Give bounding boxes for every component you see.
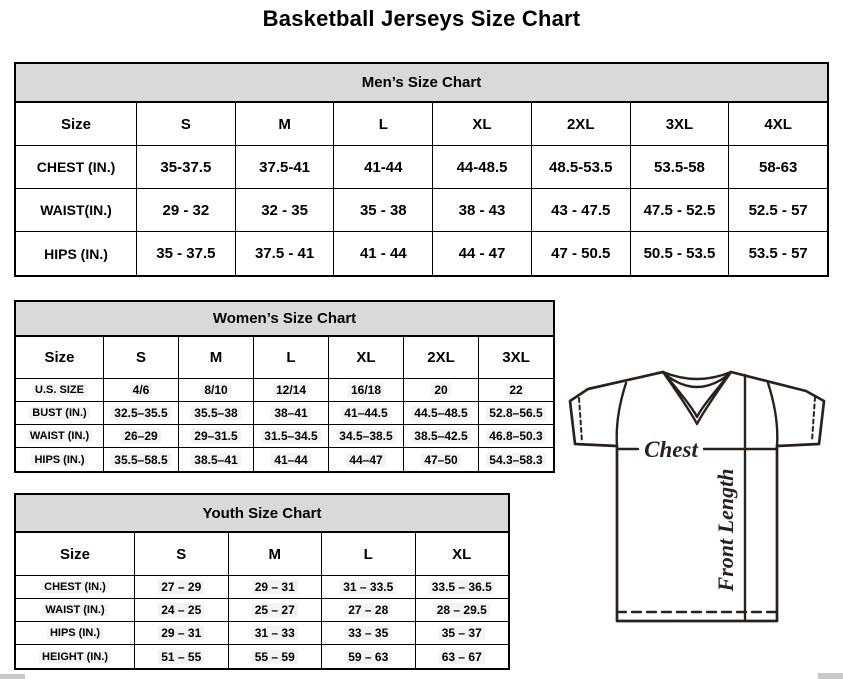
cell-text: 47 - 50.5 xyxy=(551,245,611,262)
cell-text: 52.8–56.5 xyxy=(486,406,545,420)
value-cell xyxy=(179,425,254,448)
cell-text: 37.5-41 xyxy=(259,158,311,176)
cell-text: 52.5 - 57 xyxy=(748,201,808,219)
cell-text: 35-37.5 xyxy=(160,158,212,176)
cell-text: S xyxy=(176,545,187,563)
cell-text: 33 – 35 xyxy=(345,626,391,640)
column-header-cell xyxy=(479,337,553,379)
table-row xyxy=(16,645,508,668)
value-cell xyxy=(254,425,329,448)
cell-text: WAIST (IN.) xyxy=(42,604,107,616)
column-header-cell xyxy=(104,337,179,379)
cell-text: 29 – 31 xyxy=(252,580,298,594)
size-header-row xyxy=(16,533,508,576)
value-cell xyxy=(322,645,416,668)
cell-text: 4XL xyxy=(764,115,792,133)
cell-text: 54.3–58.3 xyxy=(486,453,545,467)
cell-text: 2XL xyxy=(427,349,455,366)
cell-text: 16/18 xyxy=(348,383,384,397)
value-cell xyxy=(416,576,509,599)
column-header-cell xyxy=(137,103,236,146)
jersey-cuff-stitch-lines xyxy=(579,397,815,442)
table-row xyxy=(16,232,827,275)
value-cell xyxy=(631,146,730,189)
value-cell xyxy=(334,146,433,189)
column-header-cell xyxy=(729,103,827,146)
jersey-measurement-diagram xyxy=(558,362,843,625)
page-title: Basketball Jerseys Size Chart xyxy=(262,6,581,31)
value-cell xyxy=(137,146,236,189)
jersey-outline xyxy=(570,372,824,621)
womens-size-chart-grid xyxy=(16,337,553,471)
value-cell xyxy=(236,232,335,275)
cell-text: 43 - 47.5 xyxy=(551,201,611,219)
cropped-fragment-bottom-left xyxy=(0,674,25,679)
cell-text: M xyxy=(278,115,291,133)
value-cell xyxy=(329,448,404,471)
cell-text: L xyxy=(286,349,296,366)
cell-text: 31 – 33.5 xyxy=(340,580,396,594)
cell-text: 20 xyxy=(431,383,450,397)
cell-text: 12/14 xyxy=(273,383,309,397)
value-cell xyxy=(532,189,631,232)
value-cell xyxy=(729,189,827,232)
column-header-cell xyxy=(229,533,323,576)
table-row xyxy=(16,622,508,645)
value-cell xyxy=(104,402,179,425)
cell-text: 38–41 xyxy=(271,406,310,420)
value-cell xyxy=(322,599,416,622)
value-cell xyxy=(334,232,433,275)
value-cell xyxy=(254,379,329,402)
cell-text: 35.5–58.5 xyxy=(111,453,170,467)
row-label-cell xyxy=(16,576,135,599)
row-label-cell xyxy=(16,645,135,668)
cell-text: HIPS (IN.) xyxy=(47,627,103,639)
cell-text: 53.5-58 xyxy=(654,158,705,176)
cell-text: 3XL xyxy=(665,115,694,133)
value-cell xyxy=(135,645,229,668)
value-cell xyxy=(479,379,553,402)
table-row xyxy=(16,576,508,599)
cell-text: U.S. SIZE xyxy=(32,384,87,396)
cell-text: 34.5–38.5 xyxy=(336,429,395,443)
cell-text: 35.5–38 xyxy=(191,406,240,420)
chest-label: Chest xyxy=(644,437,698,462)
cell-text: 32 - 35 xyxy=(261,201,308,219)
cell-text: 41-44 xyxy=(364,158,403,176)
value-cell xyxy=(404,425,479,448)
value-cell xyxy=(104,425,179,448)
cell-text: 55 – 59 xyxy=(252,650,298,664)
cell-text: 2XL xyxy=(566,115,595,133)
cell-text: 41–44 xyxy=(271,453,310,467)
value-cell xyxy=(236,189,335,232)
table-row xyxy=(16,448,553,471)
value-cell xyxy=(404,402,479,425)
column-header-cell xyxy=(433,103,532,146)
value-cell xyxy=(416,599,509,622)
cell-text: 47.5 - 52.5 xyxy=(643,201,716,219)
column-header-cell xyxy=(322,533,416,576)
cell-text: 35 - 37.5 xyxy=(156,245,216,262)
cell-text: 31.5–34.5 xyxy=(261,429,320,443)
cell-text: 44–47 xyxy=(346,453,385,467)
cell-text: 35 – 37 xyxy=(439,626,485,640)
cell-text: M xyxy=(268,545,281,563)
row-label-cell xyxy=(16,146,137,189)
cell-text: XL xyxy=(452,545,472,563)
cell-text: L xyxy=(378,115,388,133)
size-column-header-cell xyxy=(16,533,135,576)
jersey-collar xyxy=(663,372,731,424)
cell-text: WAIST (IN.) xyxy=(27,430,92,442)
cell-text: 22 xyxy=(506,383,525,397)
value-cell xyxy=(631,232,730,275)
column-header-cell xyxy=(254,337,329,379)
cell-text: 27 – 28 xyxy=(345,603,391,617)
column-header-cell xyxy=(631,103,730,146)
value-cell xyxy=(329,402,404,425)
cell-text: HEIGHT (IN.) xyxy=(39,651,111,663)
cell-text: HIPS (IN.) xyxy=(44,245,108,262)
cell-text: 46.8–50.3 xyxy=(486,429,545,443)
row-label-cell xyxy=(16,189,137,232)
cell-text: 53.5 - 57 xyxy=(748,245,808,262)
value-cell xyxy=(433,146,532,189)
cell-text: 48.5-53.5 xyxy=(549,158,613,176)
cell-text: 50.5 - 53.5 xyxy=(643,245,716,262)
value-cell xyxy=(322,622,416,645)
value-cell xyxy=(479,448,553,471)
cell-text: WAIST(IN.) xyxy=(40,202,112,218)
cell-text: 24 – 25 xyxy=(158,603,204,617)
cell-text: CHEST (IN.) xyxy=(41,581,109,593)
cell-text: 41–44.5 xyxy=(341,406,390,420)
size-header-row xyxy=(16,337,553,379)
value-cell xyxy=(416,622,509,645)
cell-text: 33.5 – 36.5 xyxy=(429,580,495,594)
value-cell xyxy=(433,232,532,275)
cell-text: S xyxy=(135,349,146,366)
cell-text: 44.5–48.5 xyxy=(411,406,470,420)
cell-text: BUST (IN.) xyxy=(29,407,89,419)
value-cell xyxy=(137,232,236,275)
value-cell xyxy=(329,425,404,448)
cell-text: 41 - 44 xyxy=(359,245,407,262)
value-cell xyxy=(254,448,329,471)
row-label-cell xyxy=(16,622,135,645)
row-label-cell xyxy=(16,232,137,275)
value-cell xyxy=(179,402,254,425)
cell-text: 47–50 xyxy=(421,453,460,467)
table-row xyxy=(16,402,553,425)
row-label-cell xyxy=(16,599,135,622)
row-label-cell xyxy=(16,425,104,448)
value-cell xyxy=(729,146,827,189)
value-cell xyxy=(631,189,730,232)
value-cell xyxy=(416,645,509,668)
cell-text: CHEST (IN.) xyxy=(36,159,116,175)
cell-text: M xyxy=(209,349,223,366)
value-cell xyxy=(104,379,179,402)
column-header-cell xyxy=(179,337,254,379)
value-cell xyxy=(229,599,323,622)
mens-size-chart-title: Men’s Size Chart xyxy=(16,64,827,103)
cell-text: 58-63 xyxy=(758,158,798,176)
cell-text: S xyxy=(180,115,191,133)
table-row xyxy=(16,425,553,448)
cell-text: 51 – 55 xyxy=(158,650,204,664)
value-cell xyxy=(404,448,479,471)
mens-size-chart-table xyxy=(14,62,829,277)
value-cell xyxy=(104,448,179,471)
cell-text: Size xyxy=(60,115,91,133)
cell-text: Size xyxy=(44,349,75,366)
cell-text: 63 – 67 xyxy=(439,650,485,664)
cell-text: 38.5–41 xyxy=(191,453,240,467)
cell-text: 37.5 - 41 xyxy=(254,245,315,262)
cell-text: 29–31.5 xyxy=(191,429,240,443)
value-cell xyxy=(229,576,323,599)
row-label-cell xyxy=(16,402,104,425)
value-cell xyxy=(433,189,532,232)
mens-size-chart-grid xyxy=(16,103,827,275)
value-cell xyxy=(322,576,416,599)
cell-text: 35 - 38 xyxy=(359,201,407,219)
cell-text: 28 – 29.5 xyxy=(434,603,490,617)
value-cell xyxy=(254,402,329,425)
value-cell xyxy=(229,622,323,645)
column-header-cell xyxy=(404,337,479,379)
value-cell xyxy=(236,146,335,189)
value-cell xyxy=(135,622,229,645)
value-cell xyxy=(179,379,254,402)
size-column-header-cell xyxy=(16,337,104,379)
youth-size-chart-grid xyxy=(16,533,508,668)
cell-text: HIPS (IN.) xyxy=(31,454,87,466)
cell-text: 25 – 27 xyxy=(252,603,298,617)
cell-text: 38 - 43 xyxy=(458,201,506,219)
cell-text: 27 – 29 xyxy=(158,580,204,594)
row-label-cell xyxy=(16,448,104,471)
table-row xyxy=(16,189,827,232)
cell-text: 29 - 32 xyxy=(162,201,210,219)
value-cell xyxy=(532,232,631,275)
cell-text: Size xyxy=(59,545,90,563)
youth-size-chart-title: Youth Size Chart xyxy=(16,495,508,533)
column-header-cell xyxy=(329,337,404,379)
table-row xyxy=(16,379,553,402)
row-label-cell xyxy=(16,379,104,402)
value-cell xyxy=(179,448,254,471)
value-cell xyxy=(729,232,827,275)
table-row xyxy=(16,146,827,189)
value-cell xyxy=(135,599,229,622)
column-header-cell xyxy=(236,103,335,146)
value-cell xyxy=(137,189,236,232)
cell-text: 59 – 63 xyxy=(345,650,391,664)
column-header-cell xyxy=(334,103,433,146)
value-cell xyxy=(532,146,631,189)
column-header-cell xyxy=(135,533,229,576)
cell-text: 4/6 xyxy=(130,383,153,397)
size-column-header-cell xyxy=(16,103,137,146)
value-cell xyxy=(329,379,404,402)
youth-size-chart-table xyxy=(14,493,510,670)
value-cell xyxy=(479,425,553,448)
cropped-fragment-bottom-right xyxy=(818,673,843,679)
womens-size-chart-table xyxy=(14,300,555,473)
cell-text: 32.5–35.5 xyxy=(111,406,170,420)
cell-text: 44 - 47 xyxy=(458,245,506,262)
table-row xyxy=(16,599,508,622)
cell-text: 31 – 33 xyxy=(252,626,298,640)
cell-text: XL xyxy=(472,115,492,133)
value-cell xyxy=(135,576,229,599)
value-cell xyxy=(479,402,553,425)
cell-text: 3XL xyxy=(502,349,530,366)
cell-text: 26–29 xyxy=(121,429,160,443)
cell-text: XL xyxy=(356,349,376,366)
column-header-cell xyxy=(532,103,631,146)
cell-text: 38.5–42.5 xyxy=(411,429,470,443)
value-cell xyxy=(334,189,433,232)
value-cell xyxy=(404,379,479,402)
front-length-label: Front Length xyxy=(713,468,738,592)
column-header-cell xyxy=(416,533,509,576)
cell-text: 8/10 xyxy=(201,383,230,397)
value-cell xyxy=(229,645,323,668)
cell-text: 44-48.5 xyxy=(456,158,508,176)
cell-text: 29 – 31 xyxy=(158,626,204,640)
cell-text: L xyxy=(363,545,373,563)
womens-size-chart-title: Women’s Size Chart xyxy=(16,302,553,337)
size-header-row xyxy=(16,103,827,146)
